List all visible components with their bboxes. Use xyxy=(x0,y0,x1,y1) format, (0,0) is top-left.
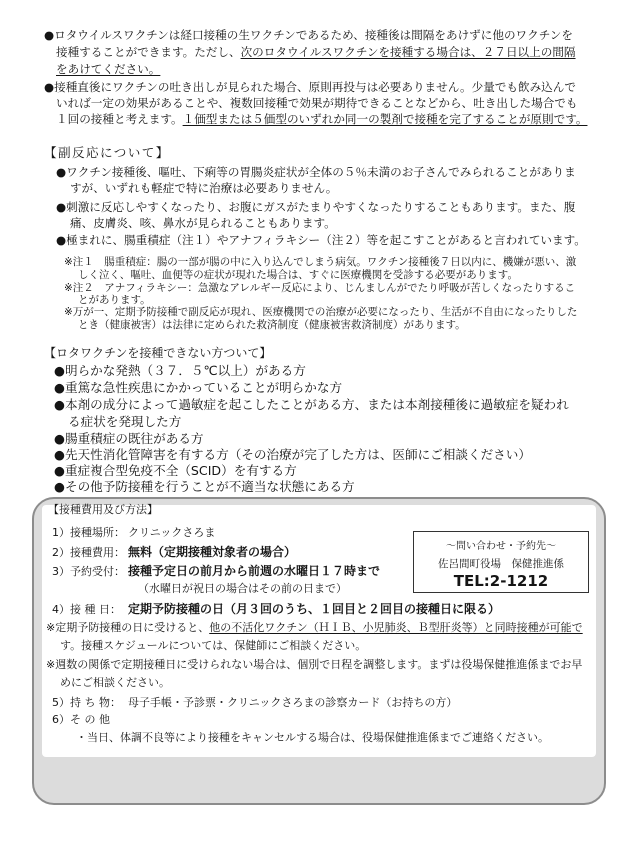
contact-phone: TEL:2-1212 xyxy=(453,572,549,590)
text-segment: ※定期予防接種の日に受けると、 xyxy=(46,621,210,634)
intro-text-line xyxy=(56,61,160,77)
section-heading: 【ロタワクチンを接種できない方ついて】 xyxy=(44,346,272,360)
footnote-continuation-line: とき（健康被害）は法律に定められた救済制度（健康被害救済制度）があります。 xyxy=(78,319,466,331)
reservation-value: 接種予定日の前月から前週の水曜日１７時まで xyxy=(128,564,381,578)
fee-row xyxy=(52,544,296,561)
bullet-line: ●重症複合型免疫不全（SCID）を有する方 xyxy=(54,463,297,478)
bullet-line: ●本剤の成分によって過敏症を起こしたことがある方、または本剤接種後に過敏症を疑われ xyxy=(54,397,569,412)
date-note-continuation-line: す。接種スケジュールについては、保健師にご相談ください。 xyxy=(60,639,367,652)
section-heading: 【接種費用及び方法】 xyxy=(48,503,158,516)
date-note-line: ※週数の関係で定期接種日に受けられない場合は、個別で日程を調整します。まずは役場保健推進係までお早 xyxy=(46,658,583,671)
date-row xyxy=(52,601,500,618)
bullet-continuation-line: すが、いずれも軽症で特に治療は必要ありません。 xyxy=(70,181,338,195)
fee-label: 2）接種費用： xyxy=(52,546,125,559)
date-value: 定期予防接種の日（月３回のうち、１回目と２回目の接種日に限る） xyxy=(128,602,501,616)
text-segment: 接種することができます。ただし、 xyxy=(56,45,241,59)
intro-text-line: ●接種直後にワクチンの吐き出しが見られた場合、原則再投与は必要ありません。少量でも飲み込んで xyxy=(44,80,576,94)
bullet-line: ●重篤な急性疾患にかかっていることが明らかな方 xyxy=(54,380,343,395)
bullet-line: ●ワクチン接種後、嘔吐、下痢等の胃腸炎症状が全体の５％未満のお子さんでみられることがありま xyxy=(56,165,576,179)
fee-value: 無料（定期接種対象者の場合） xyxy=(128,545,297,559)
section-heading: 【副反応について】 xyxy=(44,145,170,160)
reservation-note: （水曜日が祝日の場合はその前の日まで） xyxy=(138,582,347,595)
contact-box xyxy=(413,531,589,593)
bullet-line: ●腸重積症の既往がある方 xyxy=(54,431,204,446)
date-note-continuation-line: めにご相談ください。 xyxy=(60,676,170,689)
underlined-text-segment: をあけてください。 xyxy=(56,62,161,76)
reservation-label: 3）予約受付： xyxy=(52,565,125,578)
place-row xyxy=(52,525,215,541)
bullet-line: ●刺激に反応しやすくなったり、お腹にガスがたまりやすくなったりすることもあります。また、腹 xyxy=(56,200,576,214)
intro-text-line xyxy=(56,111,587,127)
belongings-row xyxy=(52,695,457,711)
date-label: 4）接 種 日： xyxy=(52,603,121,616)
place-value: クリニックさろま xyxy=(128,526,216,539)
bullet-line: ●明らかな発熱（３７．５℃以上）がある方 xyxy=(54,363,306,378)
underlined-text-segment: 次のロタウイルスワクチンを接種する場合は、２７日以上の間隔 xyxy=(240,45,576,59)
underlined-text-segment: 他の不活化ワクチン（ＨＩＢ、小児肺炎、Ｂ型肝炎等）と同時接種が可能で xyxy=(209,621,583,634)
intro-text-line: いれば一定の効果があることや、複数回接種で効果が期待できることなどから、吐き出した場合でも xyxy=(56,96,578,110)
footnote-continuation-line: しく泣く、嘔吐、血便等の症状が現れた場合は、すぐに医療機関を受診する必要があります。 xyxy=(78,269,518,281)
bullet-continuation-line: 痛、皮膚炎、咳、鼻水が見られることもあります。 xyxy=(70,216,336,230)
bullet-line: ●その他予防接種を行うことが不適当な状態にある方 xyxy=(54,479,355,494)
belongings-label: 5）持 ち 物： xyxy=(52,696,121,709)
belongings-value: 母子手帳・予診票・クリニックさろまの診察カード（お持ちの方） xyxy=(128,696,458,709)
intro-text-line xyxy=(56,44,576,60)
bullet-continuation-line: る症状を発現した方 xyxy=(68,414,182,429)
date-note-line xyxy=(46,620,583,636)
bullet-line: ●先天性消化管障害を有する方（その治療が完了した方は、医師にご相談ください） xyxy=(54,447,531,462)
underlined-text-segment: １価型または５価型のいずれか同一の製剤で接種を完了することが原則です。 xyxy=(182,112,588,126)
intro-text-line: ●ロタウイルスワクチンは経口接種の生ワクチンであるため、接種後は間隔をあけずに他のワクチンを xyxy=(44,28,573,42)
other-item: ・当日、体調不良等により接種をキャンセルする場合は、役場保健推進係までご連絡ください。 xyxy=(76,731,549,744)
contact-office: 佐呂間町役場 保健推進係 xyxy=(438,558,564,570)
bullet-line: ●極まれに、腸重積症（注１）やアナフィラキシー（注２）等を起こすことがあると言われています。 xyxy=(56,233,586,247)
text-segment: １回の接種と考えます。 xyxy=(56,112,183,126)
footnote-line: ※注２ アナフィラキシー：急激なアレルギー反応により、じんましんがでたり呼吸が苦しくなったりするこ xyxy=(64,282,576,294)
footnote-continuation-line: とがあります。 xyxy=(78,294,151,306)
contact-title: ～問い合わせ・予約先～ xyxy=(446,541,556,552)
place-label: 1）接種場所： xyxy=(52,526,125,539)
footnote-line: ※注１ 腸重積症：腸の一部が腸の中に入り込んでしまう病気。ワクチン接種後７日以内に、機嫌が悪い、激 xyxy=(64,256,577,268)
reservation-row xyxy=(52,563,380,580)
other-label: 6）そ の 他 xyxy=(52,713,110,726)
footnote-line: ※万が一、定期予防接種で副反応が現れ、医療機関での治療が必要になったり、生活が不自由になったりした xyxy=(64,306,578,318)
